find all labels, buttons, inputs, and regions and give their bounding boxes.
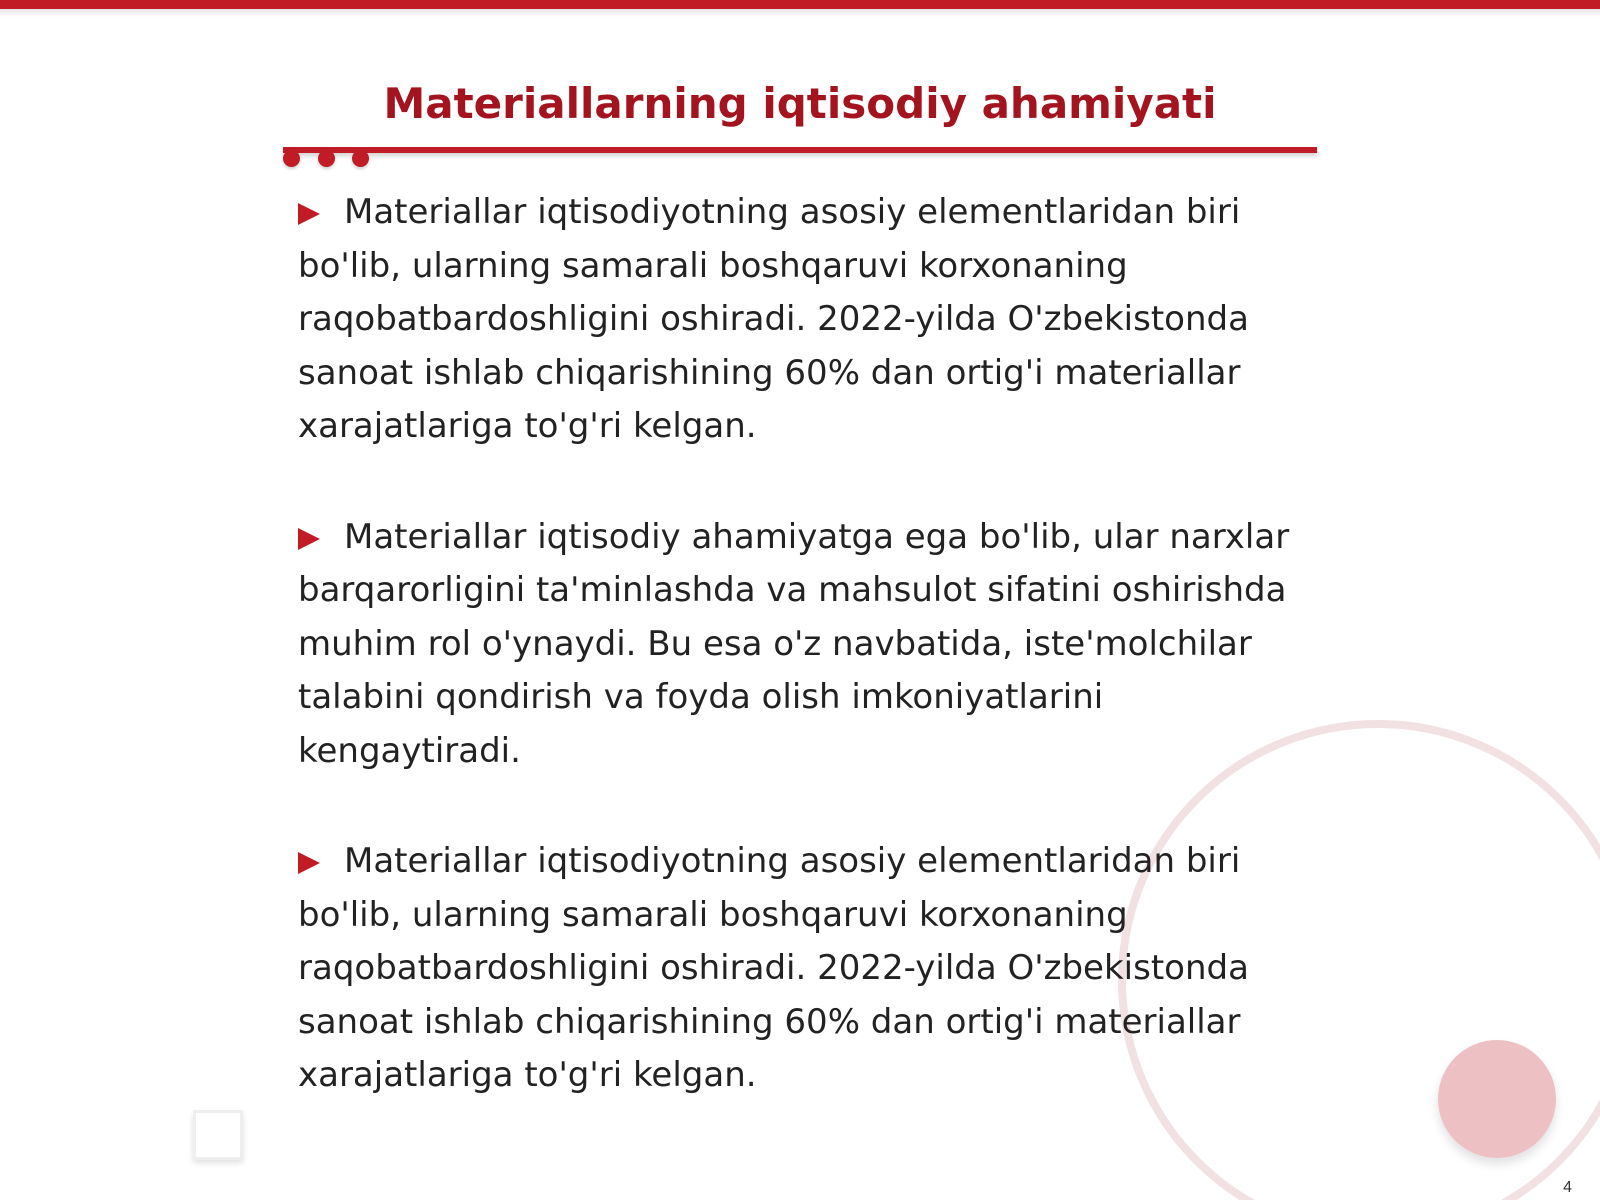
- top-bar-shadow: [0, 9, 1600, 17]
- bullet-text: Materiallar iqtisodiyotning asosiy elementlaridan biri bo'lib, ularning samarali boshqaruvi korxonaning raqobatbardoshligini oshiradi. 2022-yilda O'zbekistonda sanoat ishlab chiqarishining 60% dan ortig'i materiallar xarajatlariga to'g'ri kelgan.: [298, 841, 1249, 1095]
- decorative-dot: [283, 150, 300, 167]
- title-underline: [283, 147, 1317, 153]
- bullet-text: Materiallar iqtisodiyotning asosiy elementlaridan biri bo'lib, ularning samarali boshqaruvi korxonaning raqobatbardoshligini oshiradi. 2022-yilda O'zbekistonda sanoat ishlab chiqarishining 60% dan ortig'i materiallar xarajatlariga to'g'ri kelgan.: [298, 192, 1249, 446]
- slide-title: Materiallarning iqtisodiy ahamiyati: [383, 79, 1217, 128]
- bullet-text: Materiallar iqtisodiy ahamiyatga ega bo'lib, ular narxlar barqarorligini ta'minlashda va mahsulot sifatini oshirishda muhim rol o'ynaydi. Bu esa o'z navbatida, iste'molchilar talabini qondirish va foyda olish imkoniyatlarini kengaytiradi.: [298, 516, 1290, 771]
- decorative-pink-circle: [1438, 1040, 1556, 1158]
- bullet-item: [298, 186, 1308, 454]
- decorative-dot: [318, 150, 335, 167]
- triangle-bullet-icon: [298, 852, 320, 874]
- decorative-square: [193, 1110, 243, 1160]
- triangle-bullet-icon: [298, 528, 320, 550]
- bullet-item: [298, 835, 1308, 1103]
- bullet-item: [298, 511, 1308, 779]
- page-number: 4: [1563, 1179, 1572, 1196]
- triangle-bullet-icon: [298, 203, 320, 225]
- bullet-list: [298, 186, 1308, 1103]
- decorative-dot: [352, 150, 369, 167]
- top-accent-bar: [0, 0, 1600, 9]
